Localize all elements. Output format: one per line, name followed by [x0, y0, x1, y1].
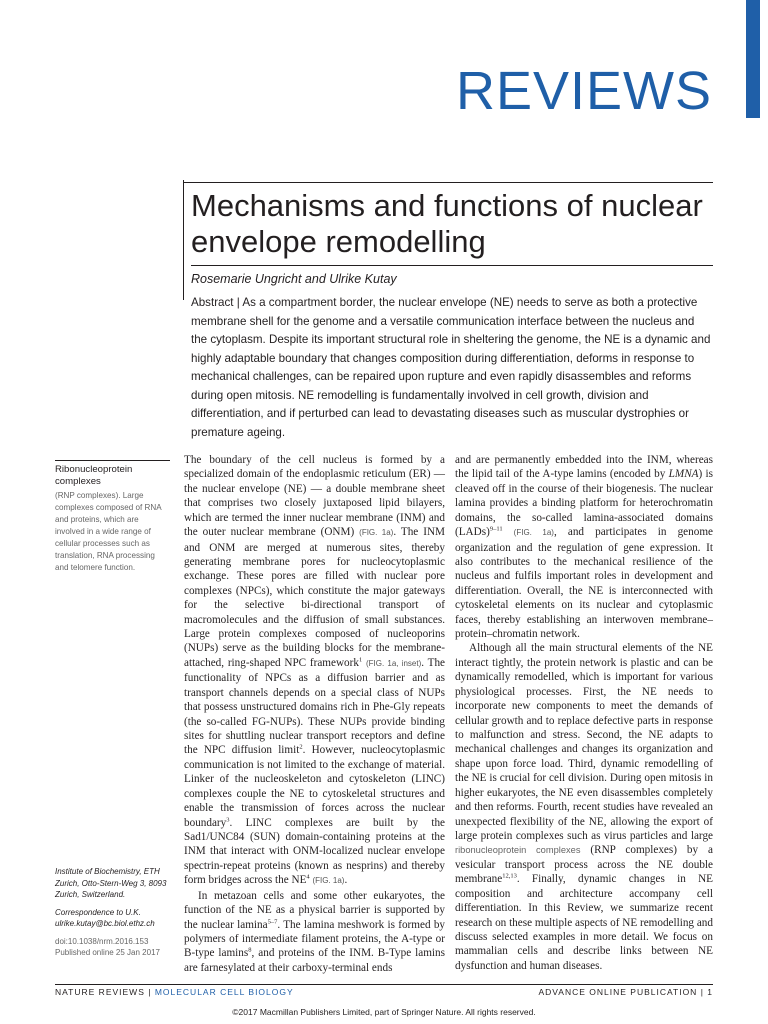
- doi: doi:10.1038/nrm.2016.153: [55, 937, 149, 946]
- body-column-2: [455, 453, 713, 973]
- affiliation: Institute of Biochemistry, ETH Zurich, Otto-Stern-Weg 3, 8093 Zurich, Switzerland.: [55, 867, 167, 900]
- publication-status: ADVANCE ONLINE PUBLICATION: [538, 987, 698, 997]
- page-number: 1: [707, 987, 713, 997]
- article-authors: Rosemarie Ungricht and Ulrike Kutay: [191, 272, 397, 286]
- citation[interactable]: 2: [299, 743, 303, 751]
- published-date: Published online 25 Jan 2017: [55, 948, 160, 957]
- figure-ref[interactable]: (FIG. 1a, inset): [366, 658, 422, 668]
- title-top-rule: [183, 182, 713, 183]
- footer-rule: [55, 984, 713, 985]
- definition-rule: [55, 460, 170, 461]
- abstract-label: Abstract: [191, 296, 234, 309]
- section-label: REVIEWS: [455, 61, 712, 121]
- definition-text: (RNP complexes). Large complexes composed of RNA and proteins, which are involved in a wide range of cellular processes such as translation, RNA processing and telomere function.: [55, 491, 162, 572]
- copyright: ©2017 Macmillan Publishers Limited, part of Springer Nature. All rights reserved.: [232, 1007, 536, 1017]
- correspondence: Correspondence to U.K. ulrike.kutay@bc.biol.ethz.ch: [55, 907, 155, 929]
- title-rule: [191, 265, 713, 266]
- citation[interactable]: 12,13: [502, 872, 517, 880]
- footer-publication: ADVANCE ONLINE PUBLICATION | 1: [538, 987, 713, 997]
- citation[interactable]: 3: [226, 815, 230, 823]
- affiliation-block: [55, 866, 175, 930]
- citation[interactable]: 4: [306, 873, 310, 881]
- brand-bar: [746, 0, 760, 118]
- figure-ref[interactable]: (FIG. 1a): [513, 528, 554, 538]
- abstract: Abstract | As a compartment border, the nuclear envelope (NE) needs to serve as both a protective membrane shell for the genome and a versatile communication interface between the nucleus and the cytoplasm. Despite its important structural role in sheltering the genome, the NE is a dynamic and highly adaptable boundary that changes composition during differentiation, deforms in response to mechanical challenges, can be repaired upon rupture and even rapidly disassembles and reforms during open mitosis. NE remodelling is fundamentally involved in cell growth, division and differentiation, and if perturbed can lead to devastating diseases such as muscular dystrophies or premature ageing.: [191, 296, 711, 439]
- citation[interactable]: 1: [358, 656, 363, 664]
- gene-name: LMNA: [668, 468, 699, 481]
- definition-term: Ribonucleoprotein complexes: [55, 464, 133, 487]
- abstract-text: As a compartment border, the nuclear envelope (NE) needs to serve as both a protective membrane shell for the genome and a versatile communication interface between the nucleus and the cytoplasm. Despite its important structural role in sheltering the genome, the NE is a dynamic and highly adaptable boundary that changes composition during differentiation, deforms in response to mechanical challenges, can be repaired upon rupture and even rapidly disassembles and reforms during open mitosis. NE remodelling is fundamentally involved in cell growth, division and differentiation, and if perturbed can lead to devastating diseases such as muscular dystrophies or premature ageing.: [191, 296, 711, 439]
- figure-ref[interactable]: (FIG. 1a): [312, 876, 345, 886]
- body-paragraph: In metazoan cells and some other eukaryotes, the function of the NE as a physical barrier is supported by the nuclear lamina$^{5-7}$. The lamina meshwork is formed by polymers of intermediate filament proteins, the A-type or B-type lamins$^8$, and proteins of the INM. B-Type lamins are farnesylated at their carboxy-terminal ends: [184, 889, 446, 974]
- body-paragraph: The boundary of the cell nucleus is formed by a specialized domain of the endoplasmic reticulum (ER) — the nuclear envelope (NE) — a double membrane sheet that comprises two closely juxtaposed lipid bilayers, which are termed the inner nuclear membrane (INM) and the outer nuclear membrane (ONM) (FIG. 1a). The INM and ONM are merged at numerous sites, thereby generating membrane pores for nucleocytoplasmic exchange. These pores are filled with nuclear pore complexes (NPCs), which constitute the major gateways for the selective bi-directional transport of macromolecules and the diffusion of small substances. Large protein complexes composed of nucleoporins (NUPs) serve as the building blocks for the membrane-attached, ring-shaped NPC framework$^1$ (FIG. 1a, inset). The functionality of NPCs as a diffusion barrier and as transport channels depends on a special class of NUPs that possess unstructured domains rich in Phe-Gly repeats (the so-called FG-NUPs). These NUPs provide binding sites for shuttling nuclear transport receptors and define the NPC diffusion limit$^2$. However, nucleocytoplasmic communication is not limited to the exchange of material. Linker of the nucleoskeleton and cytoskeleton (LINC) complexes couple the NE to cytoskeletal structures and enable the transmission of forces across the nuclear boundary$^3$. LINC complexes are built by the Sad1/UNC84 (SUN) domain-containing proteins at the INM that interact with ONM-localized nuclear envelope spectrin-repeat proteins (known as nesprins) and thereby form bridges across the $NE^4$ (FIG. 1a).: [184, 454, 446, 887]
- journal-name: NATURE REVIEWS: [55, 987, 145, 997]
- citation[interactable]: 9–11: [489, 525, 503, 533]
- figure-ref[interactable]: (FIG. 1a): [359, 528, 394, 538]
- body-paragraph: Although all the main structural elements of the NE interact tightly, the protein network is plastic and can be dynamically remodelled, which is important for various physiological processes. First, the NE needs to incorporate new components to meet the demands of cellular growth and to replace defective parts in response to malfunction and stress. Second, the NE adapts to mechanical challenges and changes its organization and shape upon force load. Third, dynamic remodelling of the NE is crucial for cell division. During open mitosis in higher eukaryotes, the NE even disassembles completely and then reforms. Fourth, recent studies have revealed an unexpected flexibility of the NE, allowing the export of large protein complexes such as virus particles and large ribonucleoprotein complexes (RNP complexes) by a vesicular transport process across the NE double membrane$^{12,13}$. Finally, dynamic changes in NE composition and architecture accompany cell differentiation. In this Review, we summarize recent research on these multiple aspects of NE remodelling and discuss selected examples in more detail. We focus on mammalian cells and describe links between NE dysfunction and human diseases.: [455, 642, 713, 972]
- journal-subtitle: MOLECULAR CELL BIOLOGY: [154, 987, 294, 997]
- body-paragraph: and are permanently embedded into the INM, whereas the lipid tail of the A-type lamins (encoded by LMNA) is cleaved off in the course of their biogenesis. The nuclear lamina provides a binding platform for heterochromatin domains, the so-called lamina-associated domains (LADs)$^{9-11}$ (FIG. 1a), and participates in genome organization and the regulation of gene expression. It also contributes to the mechanical resilience of the nucleus and fulfils important roles in development and differentiation. Overall, the NE is interconnected with cytoskeletal elements on its nuclear and cytoplasmic faces, thereby establishing an interwoven membrane–protein–chromatin network.: [455, 454, 714, 641]
- body-column-1: [184, 453, 445, 975]
- doi-block: [55, 936, 175, 958]
- footer-journal: NATURE REVIEWS | MOLECULAR CELL BIOLOGY: [55, 987, 294, 997]
- glossary-term[interactable]: ribonucleoprotein complexes: [455, 845, 581, 856]
- margin-definition: [55, 460, 170, 574]
- title-vertical-rule: [183, 180, 184, 300]
- citation[interactable]: 5–7: [267, 917, 278, 925]
- citation[interactable]: 8: [248, 946, 252, 954]
- article-title: Mechanisms and functions of nuclear envelope remodelling: [191, 188, 703, 259]
